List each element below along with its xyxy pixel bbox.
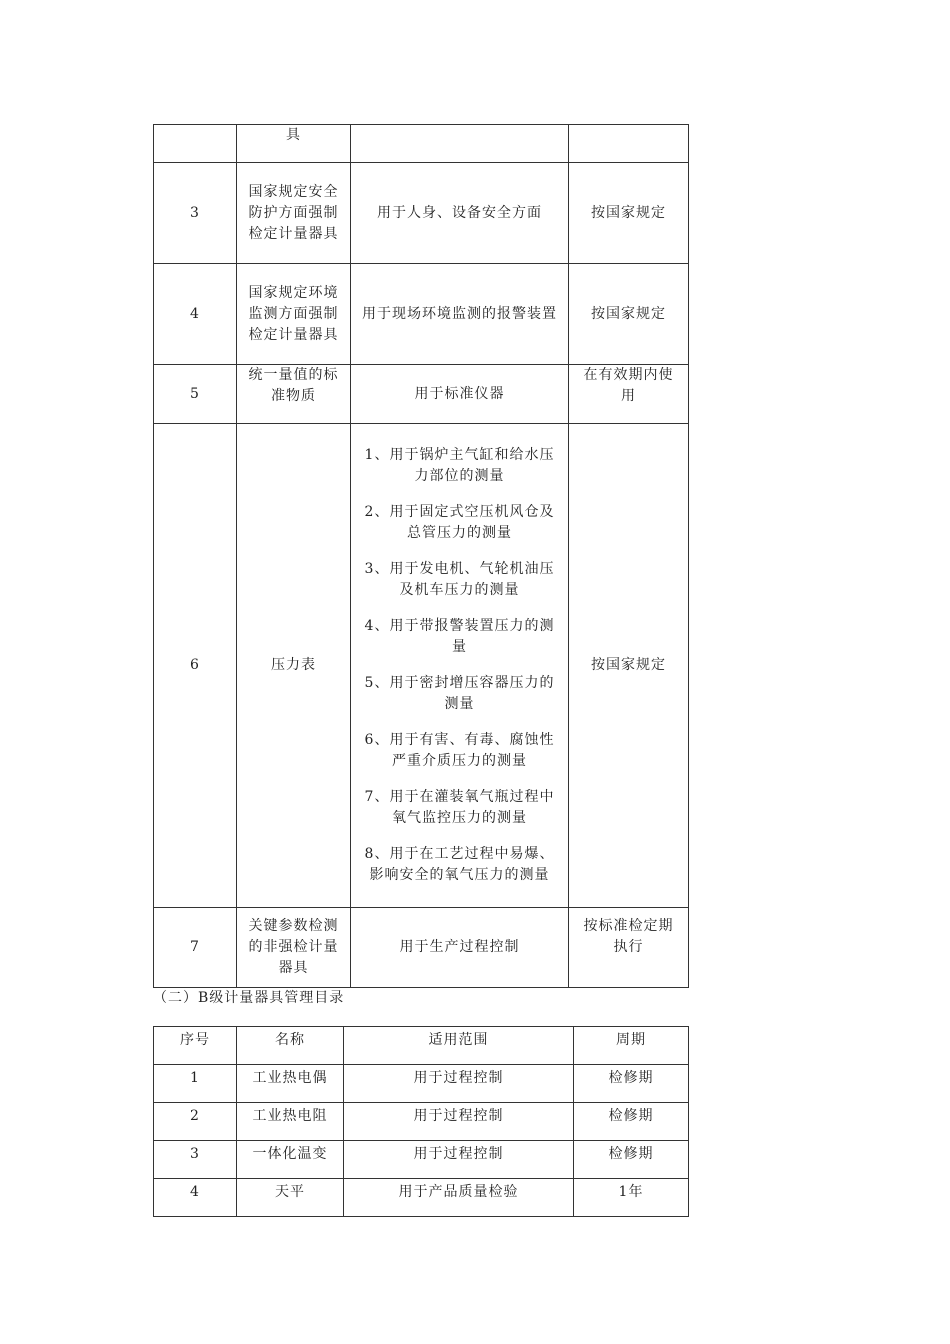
usage-scope <box>351 424 569 908</box>
header-period: 周期 <box>574 1027 689 1065</box>
usage-item: 7、用于在灌装氧气瓶过程中氧气监控压力的测量 <box>364 789 555 826</box>
usage-scope <box>351 264 569 365</box>
class-a-instrument-table <box>153 124 689 988</box>
usage-item: 用于人身、设备安全方面 <box>377 204 542 221</box>
usage-scope: 用于产品质量检验 <box>344 1179 574 1217</box>
section-heading: （二）B级计量器具管理目录 <box>153 990 345 1006</box>
verification-period: 检修期 <box>574 1103 689 1141</box>
usage-item: 用于现场环境监测的报警装置 <box>362 305 557 322</box>
instrument-name: 天平 <box>237 1179 344 1217</box>
usage-item: 6、用于有害、有毒、腐蚀性严重介质压力的测量 <box>364 732 555 769</box>
table-row <box>154 908 689 988</box>
instrument-name: 工业热电偶 <box>237 1065 344 1103</box>
verification-period: 1年 <box>574 1179 689 1217</box>
usage-scope <box>351 163 569 264</box>
usage-scope <box>351 908 569 988</box>
usage-item: 4、用于带报警装置压力的测量 <box>364 618 555 655</box>
instrument-name: 统一量值的标准物质 <box>237 365 351 424</box>
table-row <box>154 365 689 424</box>
instrument-name: 国家规定环境监测方面强制检定计量器具 <box>237 264 351 365</box>
usage-item: 2、用于固定式空压机风仓及总管压力的测量 <box>364 504 555 541</box>
row-number <box>154 125 237 163</box>
usage-scope: 用于过程控制 <box>344 1065 574 1103</box>
verification-period: 按国家规定 <box>569 264 689 365</box>
table-row <box>154 424 689 908</box>
verification-period: 按国家规定 <box>569 424 689 908</box>
class-b-instrument-table <box>153 1026 689 1217</box>
table-header-row <box>154 1027 689 1065</box>
usage-scope: 用于过程控制 <box>344 1103 574 1141</box>
verification-period: 在有效期内使用 <box>569 365 689 424</box>
usage-scope <box>351 365 569 424</box>
table-row <box>154 1103 689 1141</box>
verification-period: 按国家规定 <box>569 163 689 264</box>
verification-period <box>569 125 689 163</box>
usage-item: 8、用于在工艺过程中易爆、影响安全的氧气压力的测量 <box>364 846 555 883</box>
instrument-name: 压力表 <box>237 424 351 908</box>
usage-item: 3、用于发电机、气轮机油压及机车压力的测量 <box>364 561 555 598</box>
row-number: 3 <box>154 163 237 264</box>
row-number: 5 <box>154 365 237 424</box>
usage-item: 用于标准仪器 <box>414 385 505 402</box>
row-number: 4 <box>154 264 237 365</box>
row-number: 1 <box>154 1065 237 1103</box>
usage-item: 1、用于锅炉主气缸和给水压力部位的测量 <box>364 447 555 484</box>
header-scope: 适用范围 <box>344 1027 574 1065</box>
table-row <box>154 1179 689 1217</box>
instrument-name: 具 <box>237 125 351 163</box>
row-number: 3 <box>154 1141 237 1179</box>
usage-item: 5、用于密封增压容器压力的测量 <box>364 675 555 712</box>
table-row <box>154 1141 689 1179</box>
instrument-name: 一体化温变 <box>237 1141 344 1179</box>
table-row <box>154 1065 689 1103</box>
instrument-name: 工业热电阻 <box>237 1103 344 1141</box>
row-number: 2 <box>154 1103 237 1141</box>
verification-period: 按标准检定期执行 <box>569 908 689 988</box>
verification-period: 检修期 <box>574 1141 689 1179</box>
row-number: 7 <box>154 908 237 988</box>
usage-scope <box>351 125 569 163</box>
table-row <box>154 125 689 163</box>
row-number: 4 <box>154 1179 237 1217</box>
instrument-name: 关键参数检测的非强检计量器具 <box>237 908 351 988</box>
usage-scope: 用于过程控制 <box>344 1141 574 1179</box>
header-no: 序号 <box>154 1027 237 1065</box>
row-number: 6 <box>154 424 237 908</box>
verification-period: 检修期 <box>574 1065 689 1103</box>
table-row <box>154 264 689 365</box>
usage-item: 用于生产过程控制 <box>399 939 520 955</box>
instrument-name: 国家规定安全防护方面强制检定计量器具 <box>237 163 351 264</box>
table-row <box>154 163 689 264</box>
header-name: 名称 <box>237 1027 344 1065</box>
